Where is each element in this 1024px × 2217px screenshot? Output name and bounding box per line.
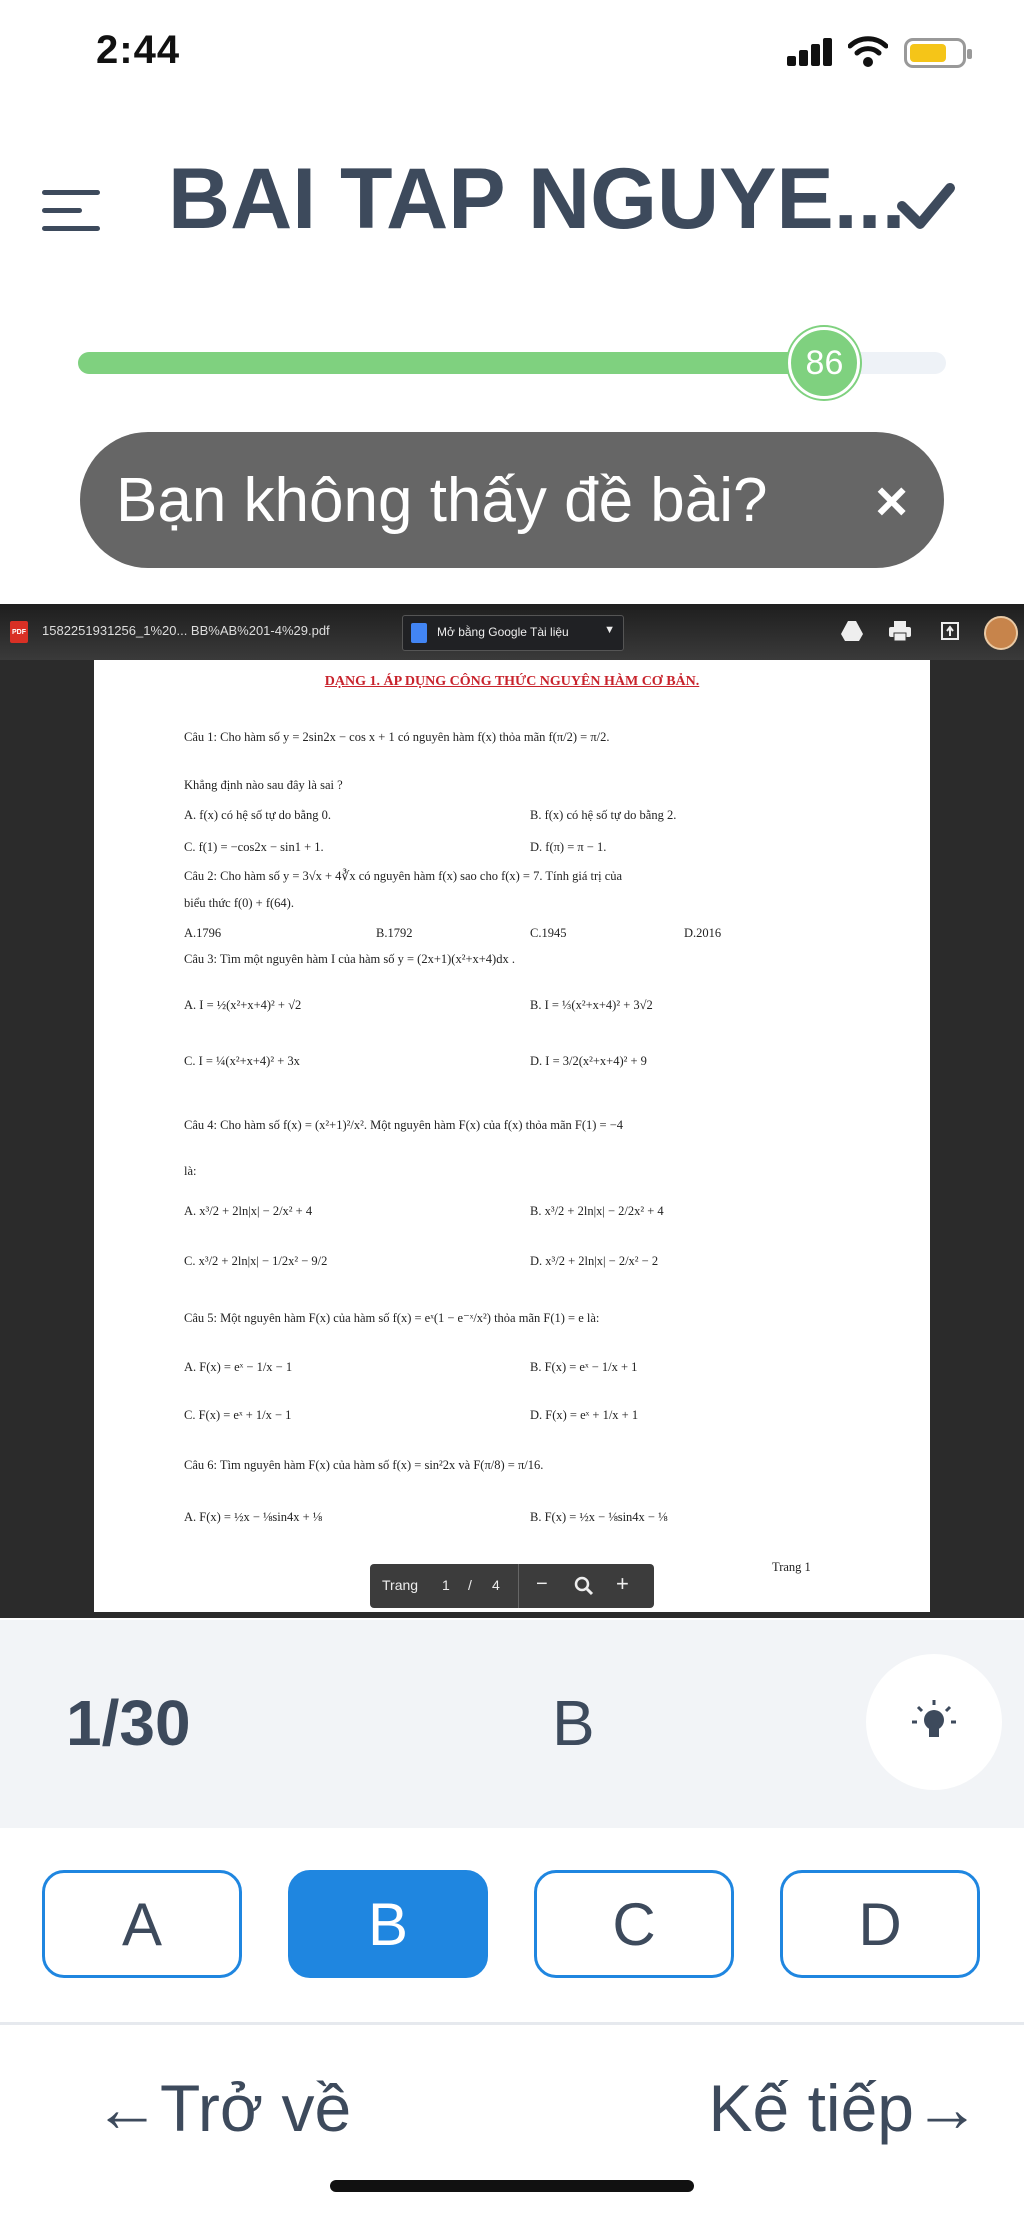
progress-track	[78, 343, 946, 382]
open-with-docs-label: Mở bằng Google Tài liệu	[437, 625, 569, 639]
notice-text: Bạn không thấy đề bài?	[116, 465, 768, 535]
status-time: 2:44	[96, 28, 181, 72]
open-external-icon[interactable]	[940, 621, 960, 641]
zoom-icon	[574, 1576, 594, 1596]
pdf-line: biểu thức f(0) + f(64).	[184, 896, 294, 910]
pdf-line: Câu 4: Cho hàm số f(x) = (x²+1)²/x². Một nguyên hàm F(x) của f(x) thỏa mãn F(1) = −4	[184, 1118, 624, 1132]
close-icon[interactable]: ×	[875, 469, 908, 532]
pdf-line: B. F(x) = ½x − ⅛sin4x − ⅛	[530, 1510, 668, 1524]
pdf-line: Câu 6: Tìm nguyên hàm F(x) của hàm số f(x) = sin²2x và F(π/8) = π/16.	[184, 1458, 544, 1472]
pdf-viewer[interactable]	[0, 604, 1024, 1618]
pdf-line: Khẳng định nào sau đây là sai ?	[184, 778, 343, 792]
pager-current[interactable]: 1	[442, 1577, 450, 1593]
pdf-line: A. f(x) có hệ số tự do bằng 0.	[184, 808, 332, 822]
pdf-line: D.2016	[684, 926, 722, 940]
pdf-line: Câu 2: Cho hàm số y = 3√x + 4∛x có nguyên hàm f(x) sao cho f(x) = 7. Tính giá trị của	[184, 869, 623, 883]
avatar[interactable]	[984, 616, 1018, 650]
choice-a[interactable]: A	[42, 1870, 242, 1978]
pager-label: Trang	[382, 1577, 419, 1593]
pdf-pager	[370, 1564, 654, 1608]
pdf-line: Câu 1: Cho hàm số y = 2sin2x − cos x + 1 có nguyên hàm f(x) thỏa mãn f(π/2) = π/2.	[184, 730, 610, 744]
divider	[0, 2022, 1024, 2025]
print-icon[interactable]	[888, 620, 912, 642]
pdf-line: A. F(x) = eˣ − 1/x − 1	[184, 1360, 293, 1374]
check-icon[interactable]	[896, 180, 956, 232]
pdf-line: C. F(x) = eˣ + 1/x − 1	[184, 1408, 292, 1422]
pdf-line: C. x³/2 + 2ln|x| − 1/2x² − 9/2	[184, 1254, 328, 1268]
pdf-line: C. f(1) = −cos2x − sin1 + 1.	[184, 840, 324, 854]
zoom-in-button[interactable]: +	[616, 1571, 629, 1596]
cellular-signal-icon	[787, 38, 831, 66]
pdf-line: B. I = ⅓(x²+x+4)² + 3√2	[530, 998, 653, 1012]
pdf-line: D. I = 3/2(x²+x+4)² + 9	[530, 1054, 647, 1068]
pdf-line: A. F(x) = ½x − ⅛sin4x + ⅛	[184, 1510, 323, 1524]
pdf-file-icon: PDF	[10, 621, 28, 643]
next-button[interactable]: Kế tiếp→	[708, 2071, 980, 2145]
zoom-out-button[interactable]: −	[536, 1573, 548, 1595]
choice-c[interactable]: C	[534, 1870, 734, 1978]
pdf-line: A. x³/2 + 2ln|x| − 2/x² + 4	[184, 1204, 313, 1218]
pdf-line: B.1792	[376, 926, 413, 940]
pdf-line: A. I = ½(x²+x+4)² + √2	[184, 998, 302, 1012]
chevron-down-icon[interactable]: ▼	[604, 624, 615, 636]
pdf-line: D. x³/2 + 2ln|x| − 2/x² − 2	[530, 1254, 659, 1268]
pdf-line: C. I = ¼(x²+x+4)² + 3x	[184, 1054, 300, 1068]
google-docs-icon	[411, 623, 427, 643]
pdf-line: C.1945	[530, 926, 567, 940]
home-indicator	[330, 2180, 694, 2192]
missing-question-notice[interactable]	[80, 432, 944, 568]
pdf-line: D. f(π) = π − 1.	[530, 840, 607, 854]
page-title: BAI TAP NGUYE...	[168, 151, 906, 247]
pdf-page	[94, 660, 930, 1612]
pdf-line: B. x³/2 + 2ln|x| − 2/2x² + 4	[530, 1204, 664, 1218]
pdf-line: B. f(x) có hệ số tự do bằng 2.	[530, 808, 677, 822]
lightbulb-icon	[910, 1698, 958, 1746]
choice-d[interactable]: D	[780, 1870, 980, 1978]
pdf-heading: DẠNG 1. ÁP DỤNG CÔNG THỨC NGUYÊN HÀM CƠ BẢN.	[324, 674, 700, 689]
pdf-line: Câu 5: Một nguyên hàm F(x) của hàm số f(x) = eˣ(1 − e⁻ˣ/x²) thỏa mãn F(1) = e là:	[184, 1311, 600, 1325]
question-counter: 1/30	[66, 1687, 191, 1759]
pager-sep: /	[468, 1577, 472, 1593]
pdf-line: D. F(x) = eˣ + 1/x + 1	[530, 1408, 639, 1422]
pdf-line: B. F(x) = eˣ − 1/x + 1	[530, 1360, 638, 1374]
progress-value: 86	[788, 327, 860, 399]
progress-fill	[78, 352, 824, 374]
pdf-toolbar	[0, 604, 1024, 660]
battery-icon	[904, 38, 966, 68]
pager-total: 4	[492, 1577, 500, 1593]
pdf-line: là:	[184, 1164, 197, 1178]
drive-icon[interactable]	[840, 620, 864, 642]
open-with-docs-button[interactable]	[402, 615, 624, 651]
selected-answer: B	[552, 1687, 595, 1759]
wifi-icon	[848, 34, 888, 68]
pdf-page-footer: Trang 1	[772, 1560, 811, 1574]
pdf-filename: 1582251931256_1%20... BB%AB%201-4%29.pdf	[42, 623, 330, 638]
hint-button[interactable]	[866, 1654, 1002, 1790]
back-button[interactable]: ←Trở về	[94, 2071, 352, 2145]
answer-bar	[0, 1620, 1024, 1828]
choice-b[interactable]: B	[288, 1870, 488, 1978]
pdf-line: A.1796	[184, 926, 222, 940]
pdf-line: Câu 3: Tìm một nguyên hàm I của hàm số y = (2x+1)(x²+x+4)dx .	[184, 952, 515, 966]
menu-icon[interactable]	[42, 190, 100, 232]
